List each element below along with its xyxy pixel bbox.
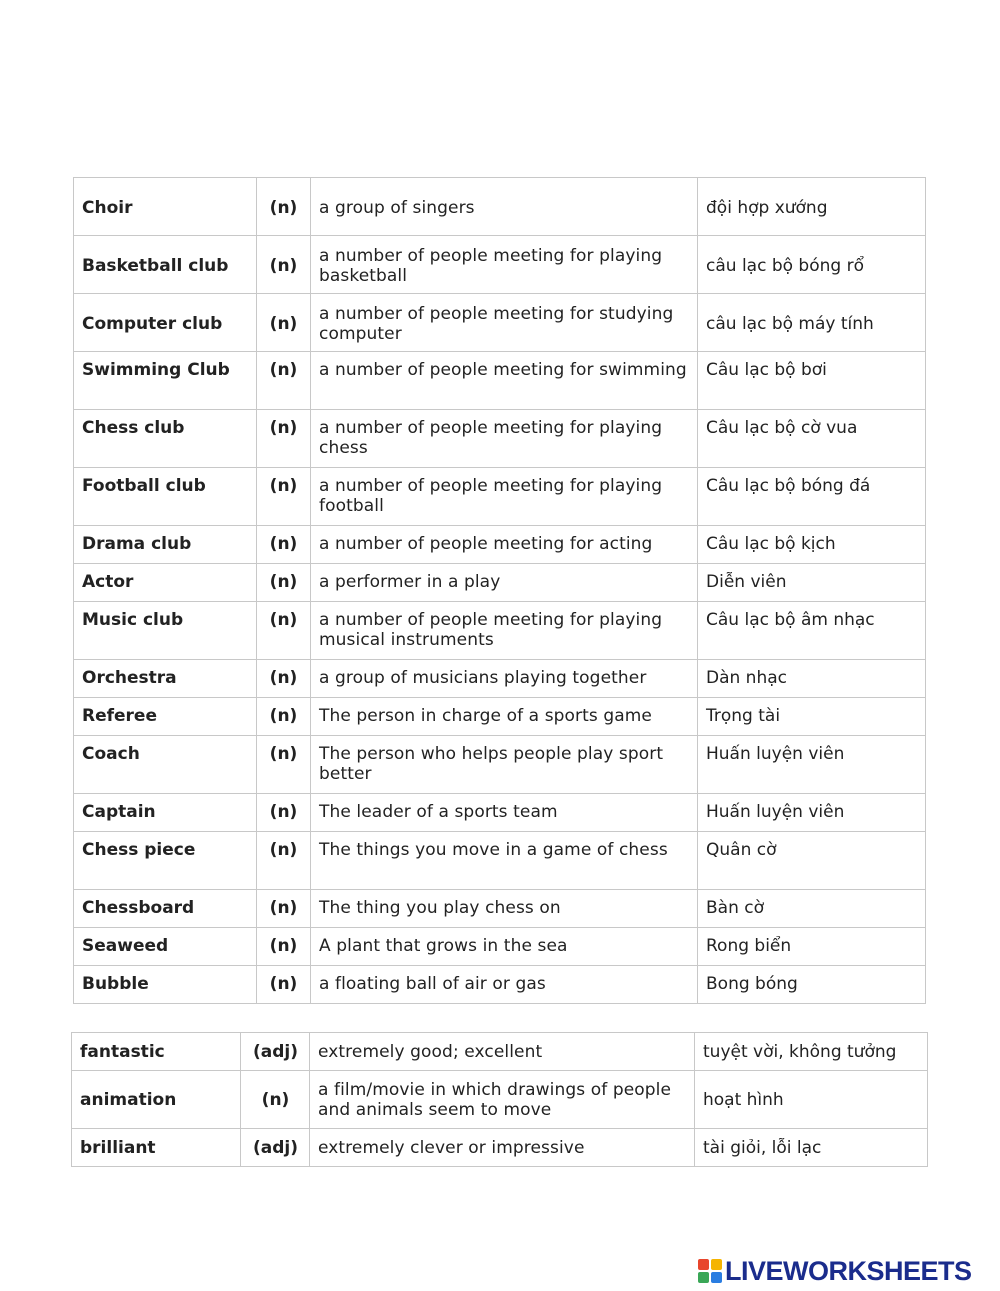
table-row — [72, 1129, 928, 1167]
translation-cell: câu lạc bộ máy tính — [698, 294, 926, 352]
extra-vocabulary-table — [71, 1032, 928, 1167]
table-row — [74, 794, 926, 832]
liveworksheets-logo — [698, 1257, 972, 1285]
term-cell: Referee — [74, 698, 257, 736]
translation-cell: hoạt hình — [695, 1071, 928, 1129]
table-row — [74, 236, 926, 294]
table-row — [74, 410, 926, 468]
table-row — [72, 1071, 928, 1129]
translation-cell: Câu lạc bộ âm nhạc — [698, 602, 926, 660]
definition-cell: a number of people meeting for studying computer — [311, 294, 698, 352]
definition-cell: a performer in a play — [311, 564, 698, 602]
part-of-speech-cell: (n) — [257, 468, 311, 526]
part-of-speech-cell: (adj) — [241, 1033, 310, 1071]
term-cell: Choir — [74, 178, 257, 236]
definition-cell: a film/movie in which drawings of people and animals seem to move — [310, 1071, 695, 1129]
definition-cell: The person who helps people play sport better — [311, 736, 698, 794]
translation-cell: Câu lạc bộ kịch — [698, 526, 926, 564]
term-cell: Bubble — [74, 966, 257, 1004]
term-cell: animation — [72, 1071, 241, 1129]
logo-icon — [698, 1259, 722, 1283]
translation-cell: Huấn luyện viên — [698, 794, 926, 832]
part-of-speech-cell: (n) — [241, 1071, 310, 1129]
translation-cell: Bàn cờ — [698, 890, 926, 928]
table-row — [74, 602, 926, 660]
translation-cell: tuyệt vời, không tưởng — [695, 1033, 928, 1071]
term-cell: Computer club — [74, 294, 257, 352]
term-cell: brilliant — [72, 1129, 241, 1167]
part-of-speech-cell: (n) — [257, 178, 311, 236]
translation-cell: Rong biển — [698, 928, 926, 966]
definition-cell: a floating ball of air or gas — [311, 966, 698, 1004]
logo-block — [711, 1272, 722, 1283]
translation-cell: Quân cờ — [698, 832, 926, 890]
table-row — [74, 352, 926, 410]
translation-cell: Trọng tài — [698, 698, 926, 736]
term-cell: fantastic — [72, 1033, 241, 1071]
part-of-speech-cell: (n) — [257, 928, 311, 966]
definition-cell: a group of musicians playing together — [311, 660, 698, 698]
term-cell: Actor — [74, 564, 257, 602]
part-of-speech-cell: (n) — [257, 410, 311, 468]
definition-cell: a group of singers — [311, 178, 698, 236]
part-of-speech-cell: (n) — [257, 794, 311, 832]
part-of-speech-cell: (n) — [257, 890, 311, 928]
table-row — [74, 178, 926, 236]
part-of-speech-cell: (n) — [257, 564, 311, 602]
translation-cell: Câu lạc bộ bơi — [698, 352, 926, 410]
definition-cell: A plant that grows in the sea — [311, 928, 698, 966]
part-of-speech-cell: (n) — [257, 660, 311, 698]
definition-cell: extremely clever or impressive — [310, 1129, 695, 1167]
definition-cell: a number of people meeting for acting — [311, 526, 698, 564]
logo-block — [698, 1259, 709, 1270]
definition-cell: The leader of a sports team — [311, 794, 698, 832]
term-cell: Coach — [74, 736, 257, 794]
table-row — [74, 660, 926, 698]
translation-cell: câu lạc bộ bóng rổ — [698, 236, 926, 294]
term-cell: Chessboard — [74, 890, 257, 928]
part-of-speech-cell: (n) — [257, 294, 311, 352]
definition-cell: The things you move in a game of chess — [311, 832, 698, 890]
translation-cell: Câu lạc bộ bóng đá — [698, 468, 926, 526]
part-of-speech-cell: (n) — [257, 526, 311, 564]
term-cell: Orchestra — [74, 660, 257, 698]
table-row — [74, 890, 926, 928]
table-row — [74, 966, 926, 1004]
definition-cell: The thing you play chess on — [311, 890, 698, 928]
definition-cell: a number of people meeting for playing musical instruments — [311, 602, 698, 660]
part-of-speech-cell: (n) — [257, 352, 311, 410]
table-row — [74, 468, 926, 526]
translation-cell: Diễn viên — [698, 564, 926, 602]
logo-text: LIVEWORKSHEETS — [725, 1255, 972, 1286]
definition-cell: The person in charge of a sports game — [311, 698, 698, 736]
definition-cell: extremely good; excellent — [310, 1033, 695, 1071]
part-of-speech-cell: (adj) — [241, 1129, 310, 1167]
definition-cell: a number of people meeting for playing football — [311, 468, 698, 526]
term-cell: Football club — [74, 468, 257, 526]
table-row — [74, 736, 926, 794]
table-row — [74, 832, 926, 890]
definition-cell: a number of people meeting for playing chess — [311, 410, 698, 468]
part-of-speech-cell: (n) — [257, 698, 311, 736]
definition-cell: a number of people meeting for playing basketball — [311, 236, 698, 294]
term-cell: Seaweed — [74, 928, 257, 966]
part-of-speech-cell: (n) — [257, 832, 311, 890]
term-cell: Chess club — [74, 410, 257, 468]
term-cell: Basketball club — [74, 236, 257, 294]
part-of-speech-cell: (n) — [257, 236, 311, 294]
term-cell: Swimming Club — [74, 352, 257, 410]
term-cell: Captain — [74, 794, 257, 832]
translation-cell: Huấn luyện viên — [698, 736, 926, 794]
term-cell: Drama club — [74, 526, 257, 564]
part-of-speech-cell: (n) — [257, 602, 311, 660]
table-row — [74, 928, 926, 966]
table-row — [74, 698, 926, 736]
part-of-speech-cell: (n) — [257, 736, 311, 794]
table-row — [72, 1033, 928, 1071]
translation-cell: tài giỏi, lỗi lạc — [695, 1129, 928, 1167]
table-row — [74, 294, 926, 352]
logo-block — [711, 1259, 722, 1270]
translation-cell: Bong bóng — [698, 966, 926, 1004]
translation-cell: Câu lạc bộ cờ vua — [698, 410, 926, 468]
table-row — [74, 526, 926, 564]
term-cell: Chess piece — [74, 832, 257, 890]
vocabulary-table — [73, 177, 926, 1004]
definition-cell: a number of people meeting for swimming — [311, 352, 698, 410]
translation-cell: Dàn nhạc — [698, 660, 926, 698]
table-row — [74, 564, 926, 602]
part-of-speech-cell: (n) — [257, 966, 311, 1004]
translation-cell: đội hợp xướng — [698, 178, 926, 236]
term-cell: Music club — [74, 602, 257, 660]
logo-block — [698, 1272, 709, 1283]
